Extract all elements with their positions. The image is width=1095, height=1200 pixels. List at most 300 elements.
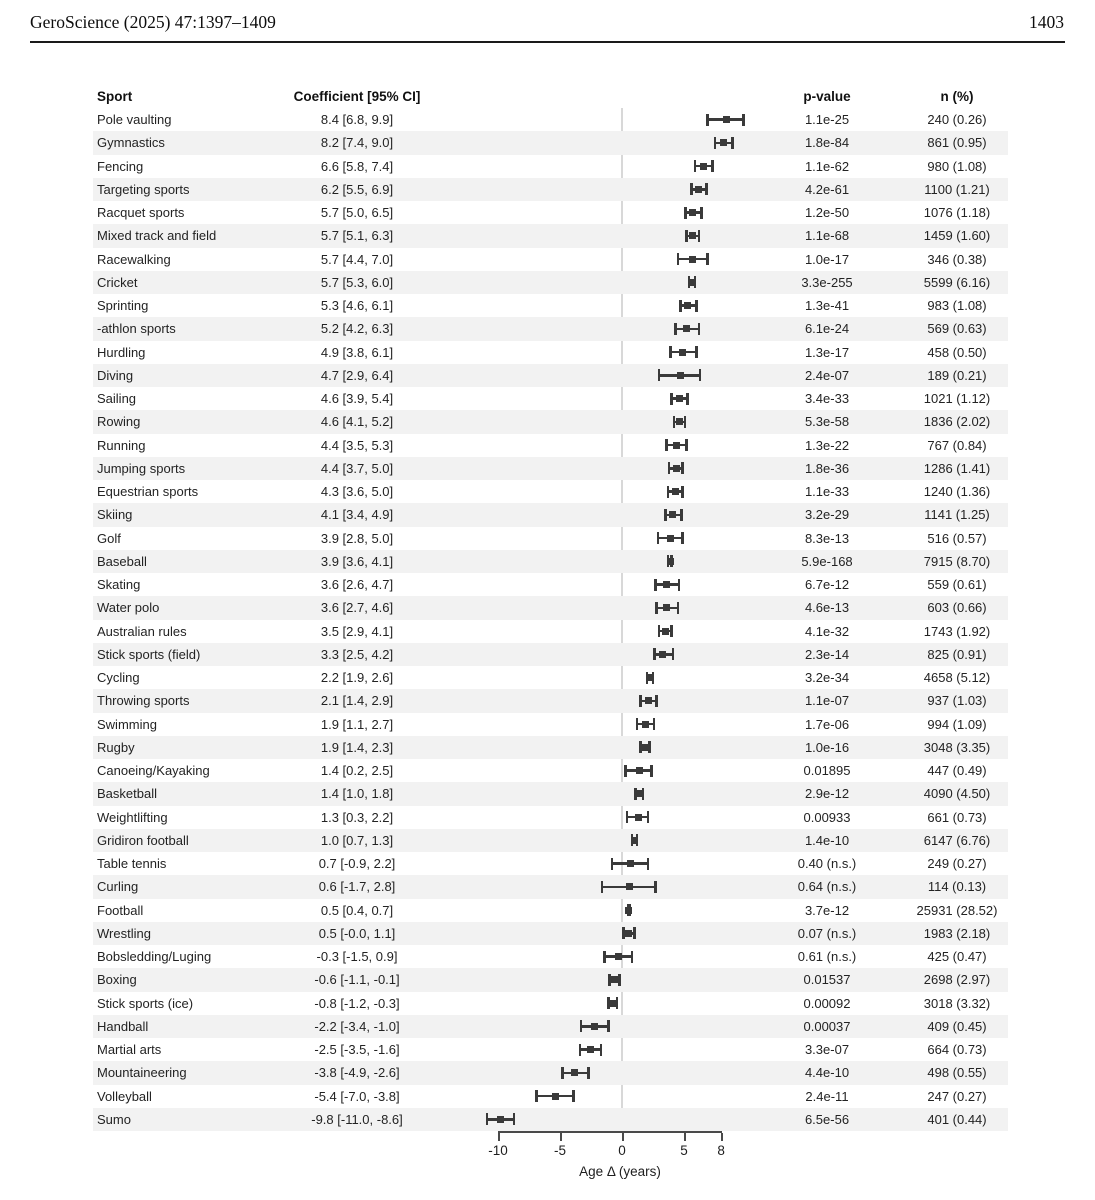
sport-name: Rugby xyxy=(97,739,135,755)
coefficient-ci: 8.2 [7.4, 9.0] xyxy=(320,135,394,151)
ci-cap-left-icon xyxy=(690,183,693,195)
ci-cap-right-icon xyxy=(742,114,745,126)
p-value: 1.3e-41 xyxy=(804,298,850,313)
point-estimate xyxy=(611,976,618,983)
ci-cap-right-icon xyxy=(706,253,709,265)
p-value: 5.3e-58 xyxy=(804,414,850,430)
p-value: 0.00933 xyxy=(803,809,851,825)
n-percent: 409 (0.45) xyxy=(927,1018,987,1034)
forest-plot-rows xyxy=(93,108,1008,1131)
p-value: 2.4e-11 xyxy=(805,1088,849,1104)
p-value: 1.1e-33 xyxy=(804,484,850,499)
p-value: 1.4e-10 xyxy=(804,832,850,848)
sport-name: Sailing xyxy=(97,391,137,406)
ci-cap-right-icon xyxy=(633,927,636,939)
n-percent: 1743 (1.92) xyxy=(923,623,991,639)
table-row xyxy=(93,178,1008,201)
forest-marker xyxy=(634,788,644,800)
table-row xyxy=(93,689,1008,712)
forest-marker xyxy=(690,183,707,195)
table-row xyxy=(93,1085,1008,1108)
point-estimate xyxy=(642,744,649,751)
table-row xyxy=(93,224,1008,247)
ci-cap-left-icon xyxy=(653,648,656,660)
ci-cap-right-icon xyxy=(699,369,702,381)
ci-cap-left-icon xyxy=(684,207,687,219)
coefficient-ci: 1.9 [1.4, 2.3] xyxy=(320,739,394,755)
forest-marker xyxy=(668,462,684,474)
coefficient-ci: -9.8 [-11.0, -8.6] xyxy=(311,1111,403,1127)
n-percent: 3048 (3.35) xyxy=(923,739,991,755)
table-row xyxy=(93,666,1008,689)
header-rule xyxy=(30,41,1065,43)
forest-marker xyxy=(658,625,673,637)
p-value: 2.9e-12 xyxy=(804,786,850,802)
table-row xyxy=(93,1038,1008,1061)
ci-cap-right-icon xyxy=(695,346,698,358)
forest-marker xyxy=(679,300,698,312)
coefficient-ci: -5.4 [-7.0, -3.8] xyxy=(314,1088,400,1104)
n-percent: 4090 (4.50) xyxy=(923,786,991,802)
p-value: 3.4e-33 xyxy=(804,391,850,406)
x-axis-line xyxy=(498,1131,722,1133)
x-axis-tick-label: -10 xyxy=(488,1143,508,1158)
point-estimate xyxy=(672,488,679,495)
forest-marker xyxy=(664,509,683,521)
coefficient-ci: 5.7 [5.3, 6.0] xyxy=(320,274,394,290)
sport-name: Targeting sports xyxy=(97,181,190,197)
n-percent: 458 (0.50) xyxy=(927,344,987,360)
forest-marker xyxy=(535,1090,575,1102)
point-estimate xyxy=(571,1069,578,1076)
sport-name: Weightlifting xyxy=(97,809,168,825)
sport-name: Skating xyxy=(97,577,141,592)
point-estimate xyxy=(625,930,632,937)
sport-name: Skiing xyxy=(97,507,133,523)
p-value: 1.3e-22 xyxy=(804,437,850,453)
n-percent: 661 (0.73) xyxy=(927,809,987,825)
coefficient-ci: 0.5 [-0.0, 1.1] xyxy=(318,925,396,941)
coefficient-ci: 4.1 [3.4, 4.9] xyxy=(320,507,394,523)
point-estimate xyxy=(673,465,680,472)
ci-cap-right-icon xyxy=(647,811,650,823)
point-estimate xyxy=(677,372,684,379)
table-row xyxy=(93,736,1008,759)
point-estimate xyxy=(689,279,696,286)
n-percent: 1100 (1.21) xyxy=(924,181,990,197)
coefficient-ci: -0.6 [-1.1, -0.1] xyxy=(314,972,400,988)
forest-marker xyxy=(624,765,653,777)
p-value: 1.0e-17 xyxy=(804,251,850,267)
n-percent: 3018 (3.32) xyxy=(923,995,991,1011)
point-estimate xyxy=(689,256,696,263)
n-percent: 664 (0.73) xyxy=(927,1042,987,1057)
point-estimate xyxy=(631,837,638,844)
point-estimate xyxy=(587,1046,594,1053)
ci-cap-left-icon xyxy=(685,230,688,242)
point-estimate xyxy=(626,883,633,890)
point-estimate xyxy=(667,535,674,542)
forest-marker xyxy=(694,160,714,172)
sport-name: Canoeing/Kayaking xyxy=(97,763,210,778)
ci-cap-left-icon xyxy=(658,625,661,637)
forest-marker xyxy=(670,393,689,405)
coefficient-ci: 4.6 [4.1, 5.2] xyxy=(320,414,394,430)
table-row xyxy=(93,829,1008,852)
coefficient-ci: 4.9 [3.8, 6.1] xyxy=(320,344,394,360)
ci-cap-left-icon xyxy=(669,346,672,358)
table-row xyxy=(93,480,1008,503)
ci-cap-left-icon xyxy=(658,369,661,381)
n-percent: 1076 (1.18) xyxy=(923,205,991,220)
p-value: 0.01895 xyxy=(803,763,851,778)
sport-name: Australian rules xyxy=(97,623,187,639)
p-value: 3.2e-29 xyxy=(804,507,850,523)
sport-name: Mountaineering xyxy=(97,1065,187,1081)
coefficient-ci: 5.7 [5.1, 6.3] xyxy=(320,228,394,244)
ci-cap-left-icon xyxy=(657,532,660,544)
n-percent: 447 (0.49) xyxy=(927,763,987,778)
forest-marker xyxy=(653,648,674,660)
n-percent: 1021 (1.12) xyxy=(923,391,991,406)
point-estimate xyxy=(552,1093,559,1100)
sport-name: Racquet sports xyxy=(97,205,185,220)
p-value: 0.40 (n.s.) xyxy=(797,856,857,871)
table-row xyxy=(93,852,1008,875)
coefficient-ci: 3.6 [2.6, 4.7] xyxy=(320,577,394,592)
p-value: 3.3e-07 xyxy=(804,1042,850,1057)
table-row xyxy=(93,271,1008,294)
n-percent: 247 (0.27) xyxy=(927,1088,987,1104)
sport-name: Martial arts xyxy=(97,1042,162,1057)
ci-cap-left-icon xyxy=(694,160,697,172)
table-row xyxy=(93,1108,1008,1131)
p-value: 4.4e-10 xyxy=(804,1065,850,1081)
ci-cap-right-icon xyxy=(513,1113,516,1125)
coefficient-ci: 3.9 [3.6, 4.1] xyxy=(320,553,394,569)
ci-cap-right-icon xyxy=(731,137,734,149)
sport-name: Jumping sports xyxy=(97,460,186,476)
table-row xyxy=(93,341,1008,364)
forest-marker xyxy=(674,323,700,335)
point-estimate xyxy=(720,139,727,146)
ci-cap-right-icon xyxy=(616,997,619,1009)
sport-name: Boxing xyxy=(97,972,137,988)
ci-cap-right-icon xyxy=(681,532,684,544)
p-value: 1.1e-07 xyxy=(804,693,850,709)
table-row xyxy=(93,992,1008,1015)
forest-marker xyxy=(688,276,697,288)
p-value: 1.2e-50 xyxy=(804,205,850,220)
sport-name: Racewalking xyxy=(97,251,171,267)
n-percent: 425 (0.47) xyxy=(927,949,987,964)
sport-name: Swimming xyxy=(97,716,157,732)
ci-cap-right-icon xyxy=(631,951,634,963)
p-value: 4.6e-13 xyxy=(804,600,850,616)
table-row xyxy=(93,550,1008,573)
p-value: 2.4e-07 xyxy=(804,367,850,383)
sport-name: Rowing xyxy=(97,414,141,430)
ci-cap-right-icon xyxy=(572,1090,575,1102)
coefficient-ci: 1.3 [0.3, 2.2] xyxy=(320,809,394,825)
sport-name: Stick sports (ice) xyxy=(97,995,194,1011)
coefficient-ci: -3.8 [-4.9, -2.6] xyxy=(314,1065,400,1081)
ci-cap-right-icon xyxy=(677,602,680,614)
n-percent: 825 (0.91) xyxy=(927,646,987,662)
forest-marker xyxy=(646,672,655,684)
point-estimate xyxy=(689,232,696,239)
point-estimate xyxy=(497,1116,504,1123)
p-value: 6.5e-56 xyxy=(804,1111,850,1127)
forest-marker xyxy=(655,602,679,614)
x-axis-tick xyxy=(684,1133,686,1141)
ci-cap-left-icon xyxy=(706,114,709,126)
sport-name: Basketball xyxy=(97,786,157,802)
table-row xyxy=(93,434,1008,457)
page-header xyxy=(30,12,1065,38)
coefficient-ci: 3.6 [2.7, 4.6] xyxy=(320,600,394,616)
coefficient-ci: 5.2 [4.2, 6.3] xyxy=(320,321,394,337)
n-percent: 1141 (1.25) xyxy=(924,507,990,523)
p-value: 0.07 (n.s.) xyxy=(797,925,857,941)
ci-cap-left-icon xyxy=(601,881,604,893)
coefficient-ci: 4.4 [3.5, 5.3] xyxy=(320,437,394,453)
n-percent: 1983 (2.18) xyxy=(923,925,991,941)
sport-name: Volleyball xyxy=(97,1088,152,1104)
table-row xyxy=(93,201,1008,224)
point-estimate xyxy=(635,814,642,821)
coefficient-ci: -0.3 [-1.5, 0.9] xyxy=(316,949,398,964)
table-row xyxy=(93,410,1008,433)
p-value: 8.3e-13 xyxy=(804,530,850,546)
sport-name: Running xyxy=(97,437,146,453)
point-estimate xyxy=(659,651,666,658)
p-value: 1.3e-17 xyxy=(804,344,850,360)
forest-marker xyxy=(706,114,744,126)
coefficient-ci: 4.3 [3.6, 5.0] xyxy=(320,484,394,499)
table-row xyxy=(93,503,1008,526)
ci-cap-right-icon xyxy=(695,300,698,312)
p-value: 2.3e-14 xyxy=(804,646,850,662)
table-row xyxy=(93,387,1008,410)
sport-name: Football xyxy=(97,902,144,918)
coefficient-ci: 3.3 [2.5, 4.2] xyxy=(320,646,394,662)
table-row xyxy=(93,317,1008,340)
coefficient-ci: 1.4 [0.2, 2.5] xyxy=(320,763,394,778)
coefficient-ci: 4.7 [2.9, 6.4] xyxy=(320,367,394,383)
p-value: 1.8e-36 xyxy=(804,460,850,476)
sport-name: Curling xyxy=(97,879,139,895)
ci-cap-left-icon xyxy=(668,462,671,474)
sport-name: -athlon sports xyxy=(97,321,176,337)
forest-marker xyxy=(639,695,658,707)
n-percent: 7915 (8.70) xyxy=(923,553,991,569)
coefficient-ci: 0.5 [0.4, 0.7] xyxy=(320,902,394,918)
column-header-coefficient: Coefficient [95% CI] xyxy=(293,89,421,104)
table-row xyxy=(93,713,1008,736)
forest-marker xyxy=(580,1020,610,1032)
point-estimate xyxy=(700,163,707,170)
point-estimate xyxy=(676,418,683,425)
table-row xyxy=(93,899,1008,922)
forest-marker xyxy=(658,369,701,381)
ci-cap-left-icon xyxy=(714,137,717,149)
forest-marker xyxy=(684,207,703,219)
coefficient-ci: 3.9 [2.8, 5.0] xyxy=(320,530,394,546)
ci-cap-left-icon xyxy=(580,1020,583,1032)
forest-marker xyxy=(657,532,684,544)
ci-cap-right-icon xyxy=(587,1067,590,1079)
coefficient-ci: -2.2 [-3.4, -1.0] xyxy=(314,1018,400,1034)
x-axis-tick-label: -5 xyxy=(553,1143,566,1158)
ci-cap-left-icon xyxy=(679,300,682,312)
column-header-sport: Sport xyxy=(97,89,133,104)
n-percent: 516 (0.57) xyxy=(927,530,987,546)
table-row xyxy=(93,759,1008,782)
ci-cap-right-icon xyxy=(686,393,689,405)
column-header-n-percent: n (%) xyxy=(940,89,974,104)
n-percent: 114 (0.13) xyxy=(927,879,987,895)
ci-cap-right-icon xyxy=(670,625,673,637)
ci-cap-left-icon xyxy=(655,602,658,614)
n-percent: 401 (0.44) xyxy=(927,1111,987,1127)
n-percent: 980 (1.08) xyxy=(927,158,987,174)
coefficient-ci: -2.5 [-3.5, -1.6] xyxy=(314,1042,400,1057)
forest-marker xyxy=(669,346,698,358)
ci-cap-left-icon xyxy=(579,1044,582,1056)
ci-cap-right-icon xyxy=(681,462,684,474)
ci-cap-right-icon xyxy=(647,858,650,870)
coefficient-ci: 0.6 [-1.7, 2.8] xyxy=(318,879,396,895)
ci-cap-left-icon xyxy=(603,951,606,963)
sport-name: Hurdling xyxy=(97,344,146,360)
n-percent: 4658 (5.12) xyxy=(923,670,991,685)
forest-marker xyxy=(665,439,687,451)
table-row xyxy=(93,155,1008,178)
n-percent: 249 (0.27) xyxy=(927,856,987,871)
n-percent: 346 (0.38) xyxy=(927,251,987,267)
ci-cap-left-icon xyxy=(654,579,657,591)
ci-cap-right-icon xyxy=(600,1044,603,1056)
ci-cap-left-icon xyxy=(561,1067,564,1079)
sport-name: Pole vaulting xyxy=(97,112,172,127)
coefficient-ci: 0.7 [-0.9, 2.2] xyxy=(318,856,396,871)
forest-marker xyxy=(601,881,657,893)
ci-cap-left-icon xyxy=(664,509,667,521)
ci-cap-right-icon xyxy=(678,579,681,591)
forest-marker xyxy=(486,1113,516,1125)
forest-marker xyxy=(608,974,620,986)
p-value: 6.7e-12 xyxy=(804,577,850,592)
x-axis-tick xyxy=(622,1133,624,1141)
table-row xyxy=(93,945,1008,968)
ci-cap-left-icon xyxy=(674,323,677,335)
ci-cap-left-icon xyxy=(535,1090,538,1102)
point-estimate xyxy=(646,674,653,681)
point-estimate xyxy=(667,558,674,565)
sport-name: Diving xyxy=(97,367,134,383)
ci-cap-left-icon xyxy=(639,695,642,707)
table-row xyxy=(93,620,1008,643)
point-estimate xyxy=(645,697,652,704)
forest-marker xyxy=(607,997,618,1009)
forest-marker xyxy=(631,834,638,846)
point-estimate xyxy=(689,209,696,216)
p-value: 1.8e-84 xyxy=(804,135,850,151)
sport-name: Stick sports (field) xyxy=(97,646,201,662)
p-value: 4.1e-32 xyxy=(804,623,850,639)
point-estimate xyxy=(676,395,683,402)
p-value: 1.0e-16 xyxy=(804,739,850,755)
forest-marker xyxy=(673,416,687,428)
point-estimate xyxy=(662,628,669,635)
coefficient-ci: -0.8 [-1.2, -0.3] xyxy=(314,995,400,1011)
ci-cap-left-icon xyxy=(677,253,680,265)
n-percent: 240 (0.26) xyxy=(927,112,987,127)
n-percent: 1286 (1.41) xyxy=(923,460,991,476)
sport-name: Mixed track and field xyxy=(97,228,217,244)
coefficient-ci: 5.7 [5.0, 6.5] xyxy=(320,205,394,220)
table-row xyxy=(93,573,1008,596)
p-value: 3.2e-34 xyxy=(804,670,850,685)
n-percent: 767 (0.84) xyxy=(927,437,987,453)
forest-marker xyxy=(677,253,709,265)
ci-cap-left-icon xyxy=(665,439,668,451)
table-row xyxy=(93,527,1008,550)
coefficient-ci: 5.7 [4.4, 7.0] xyxy=(320,251,394,267)
sport-name: Sprinting xyxy=(97,298,149,313)
ci-cap-left-icon xyxy=(624,765,627,777)
p-value: 4.2e-61 xyxy=(804,181,850,197)
point-estimate xyxy=(673,442,680,449)
point-estimate xyxy=(663,604,670,611)
n-percent: 498 (0.55) xyxy=(927,1065,987,1081)
p-value: 1.1e-68 xyxy=(804,228,850,244)
x-axis xyxy=(93,1131,1008,1191)
forest-marker xyxy=(667,555,673,567)
ci-cap-right-icon xyxy=(685,439,688,451)
sport-name: Handball xyxy=(97,1018,149,1034)
x-axis-tick xyxy=(560,1133,562,1141)
ci-cap-right-icon xyxy=(698,230,701,242)
point-estimate xyxy=(683,325,690,332)
n-percent: 983 (1.08) xyxy=(927,298,987,313)
forest-marker xyxy=(579,1044,603,1056)
ci-cap-right-icon xyxy=(653,718,656,730)
table-row xyxy=(93,294,1008,317)
coefficient-ci: 4.6 [3.9, 5.4] xyxy=(320,391,394,406)
table-row xyxy=(93,457,1008,480)
point-estimate xyxy=(636,767,643,774)
point-estimate xyxy=(627,860,634,867)
ci-cap-left-icon xyxy=(636,718,639,730)
coefficient-ci: 2.2 [1.9, 2.6] xyxy=(320,670,394,685)
forest-marker xyxy=(622,927,636,939)
coefficient-ci: 6.2 [5.5, 6.9] xyxy=(320,181,394,197)
sport-name: Fencing xyxy=(97,158,144,174)
p-value: 0.00092 xyxy=(803,995,851,1011)
n-percent: 569 (0.63) xyxy=(927,321,987,337)
p-value: 1.1e-25 xyxy=(804,112,850,127)
coefficient-ci: 1.9 [1.1, 2.7] xyxy=(320,716,394,732)
forest-plot-figure xyxy=(93,85,1008,1131)
forest-marker xyxy=(685,230,700,242)
coefficient-ci: 5.3 [4.6, 6.1] xyxy=(320,298,394,313)
point-estimate xyxy=(669,511,676,518)
coefficient-ci: 3.5 [2.9, 4.1] xyxy=(320,623,394,639)
ci-cap-left-icon xyxy=(486,1113,489,1125)
ci-cap-right-icon xyxy=(684,416,687,428)
